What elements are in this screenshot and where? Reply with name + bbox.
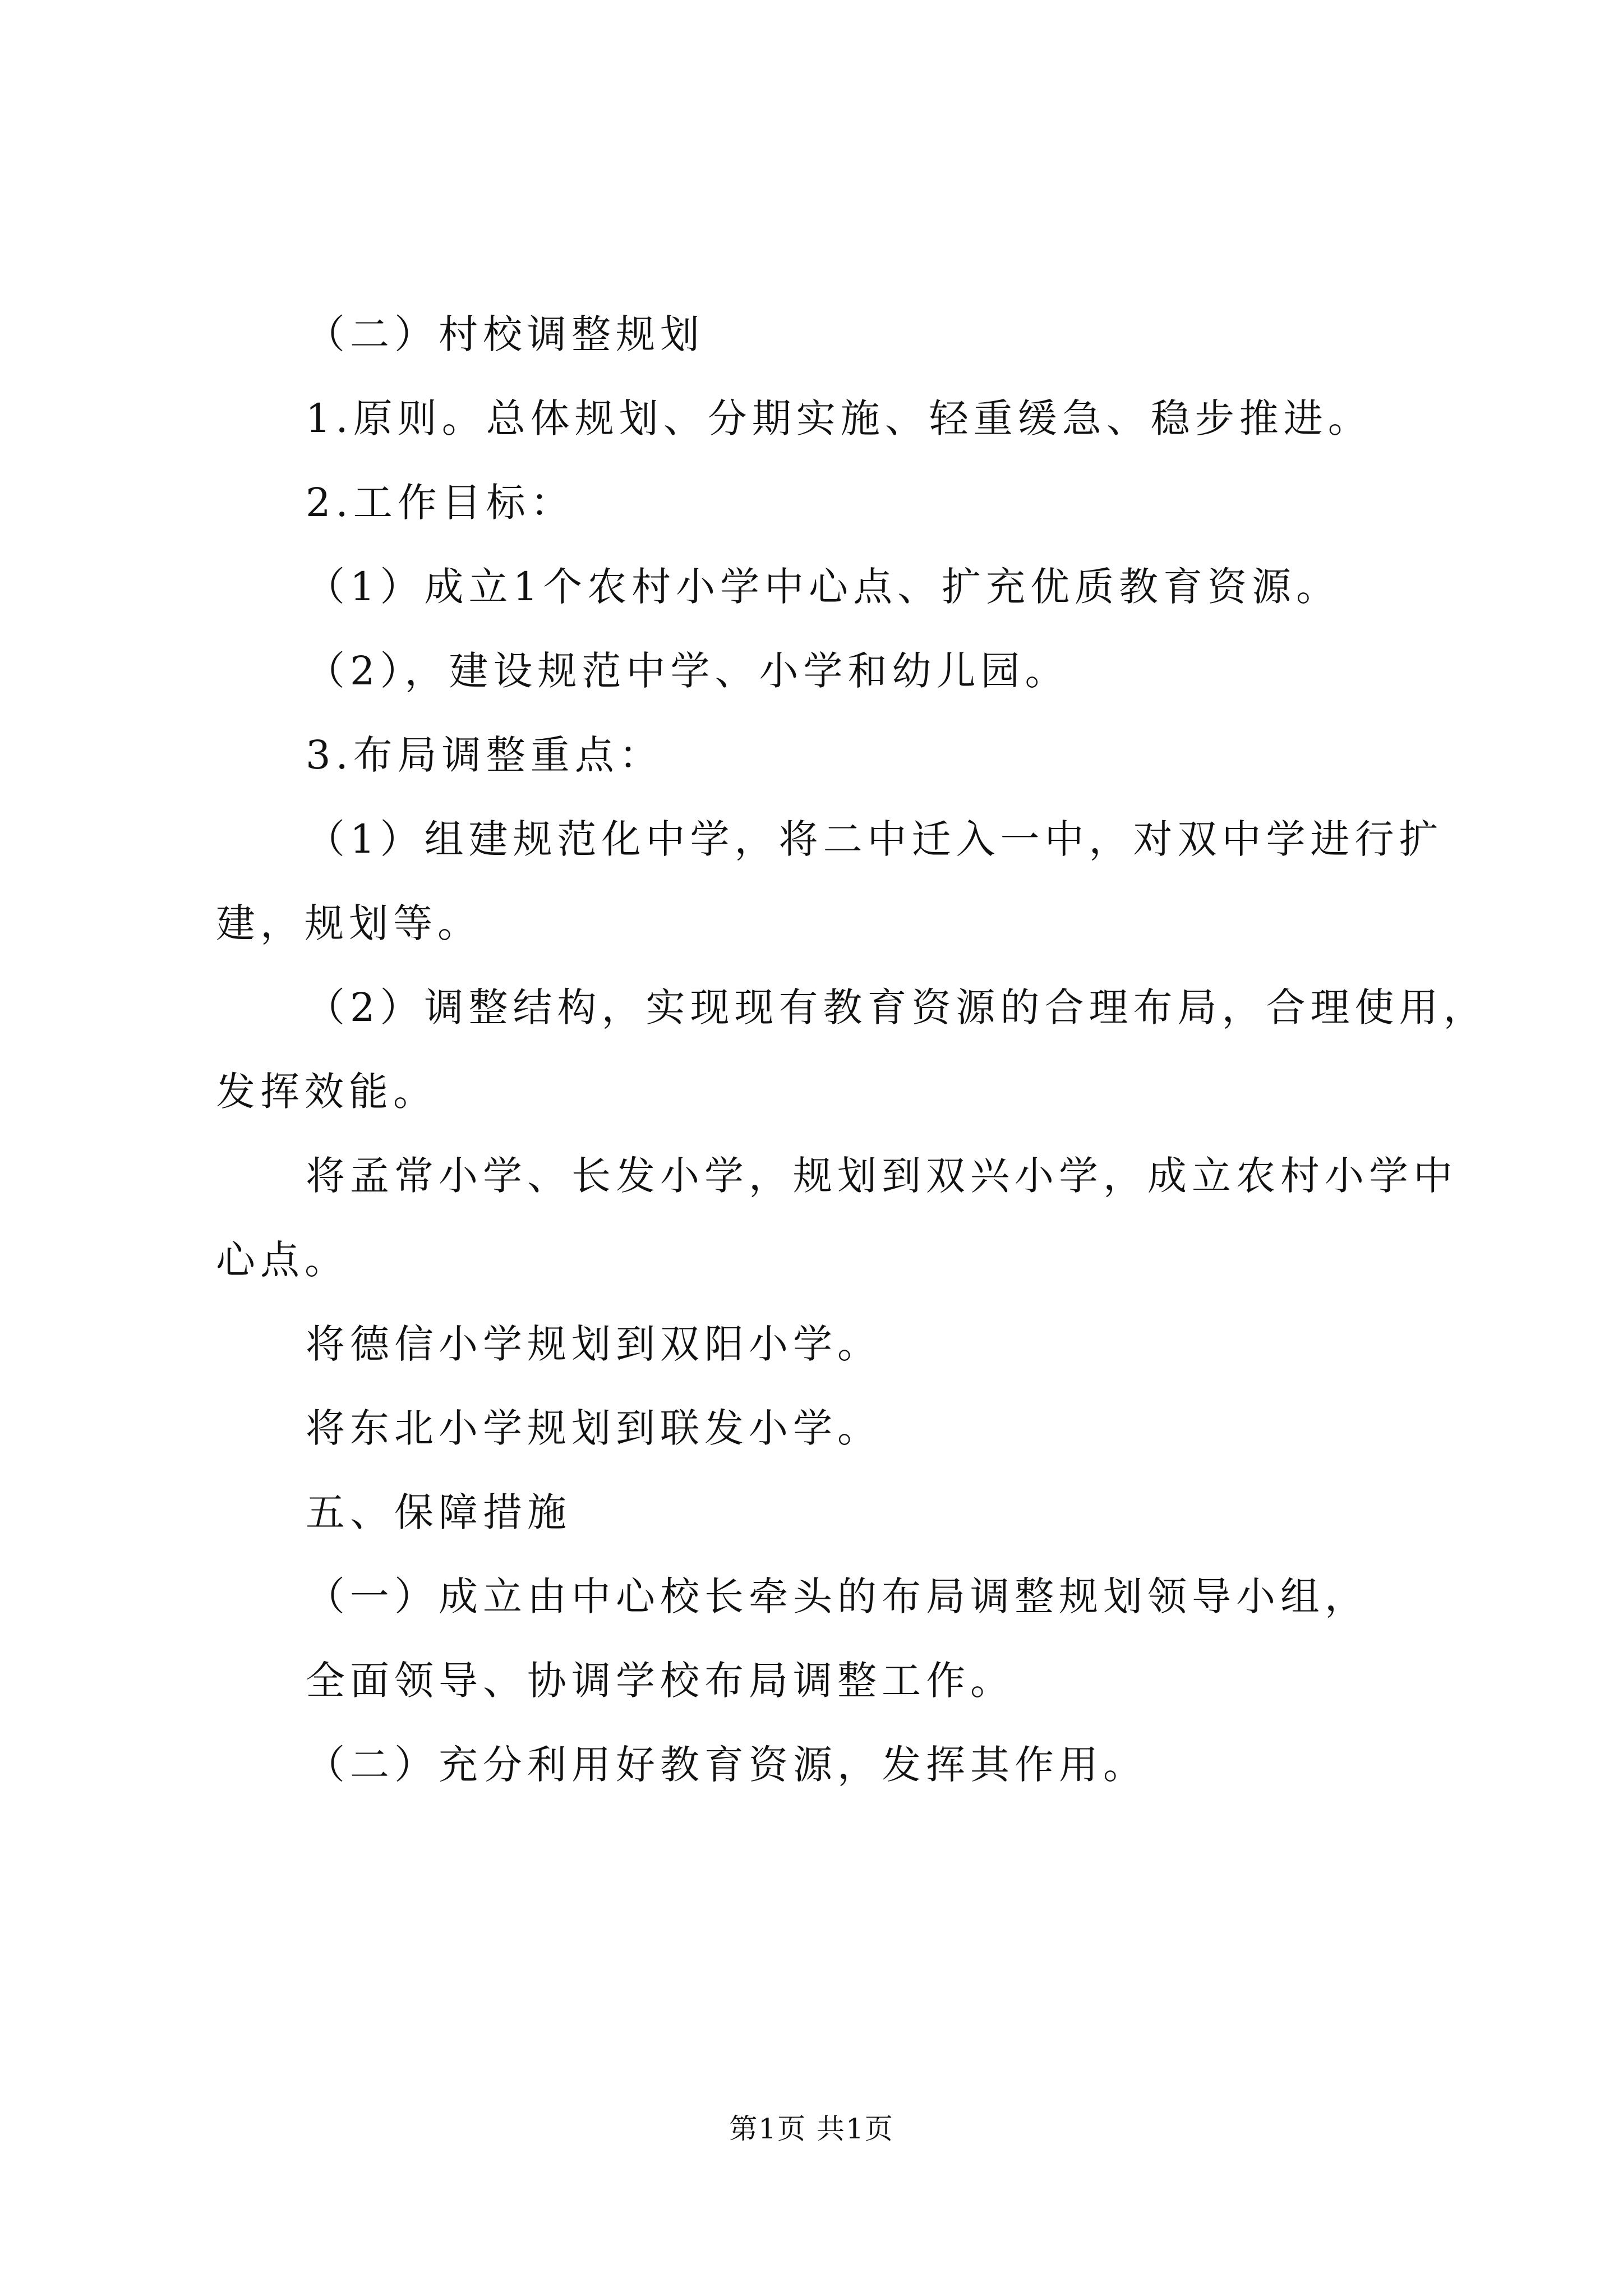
paragraph-mengchang-continued: 心点。 bbox=[216, 1237, 349, 1283]
paragraph-layout-focus: 3.布局调整重点： bbox=[306, 732, 663, 778]
list-item-goal-2: （2），建设规范中学、小学和幼儿园。 bbox=[306, 648, 1069, 694]
list-item-safeguard-1: （一）成立由中心校长牵头的布局调整规划领导小组， bbox=[306, 1573, 1369, 1619]
list-item-safeguard-2: （二）充分利用好教育资源，发挥其作用。 bbox=[306, 1742, 1147, 1788]
page-footer: 第1页 共1页 bbox=[729, 2113, 894, 2145]
paragraph-dongbei: 将东北小学规划到联发小学。 bbox=[306, 1405, 882, 1451]
list-item-safeguard-1-continued: 全面领导、协调学校布局调整工作。 bbox=[306, 1658, 1015, 1704]
paragraph-work-goals: 2.工作目标： bbox=[306, 480, 575, 526]
paragraph-mengchang-changfa: 将孟常小学、长发小学，规划到双兴小学，成立农村小学中 bbox=[306, 1153, 1458, 1199]
list-item-goal-1: （1）成立1个农村小学中心点、扩充优质教育资源。 bbox=[306, 564, 1341, 610]
list-item-focus-2: （2）调整结构，实现现有教育资源的合理布局，合理使用， bbox=[306, 984, 1488, 1030]
list-item-focus-1-continued: 建，规划等。 bbox=[216, 900, 482, 946]
paragraph-dexin: 将德信小学规划到双阳小学。 bbox=[306, 1321, 882, 1367]
list-item-focus-2-continued: 发挥效能。 bbox=[216, 1069, 437, 1115]
paragraph-principle: 1.原则。总体规划、分期实施、轻重缓急、稳步推进。 bbox=[306, 395, 1372, 441]
list-item-focus-1: （1）组建规范化中学，将二中迁入一中，对双中学进行扩 bbox=[306, 816, 1444, 862]
section-heading-safeguards: 五、保障措施 bbox=[306, 1489, 571, 1535]
section-heading-village-school-plan: （二）村校调整规划 bbox=[306, 311, 704, 357]
